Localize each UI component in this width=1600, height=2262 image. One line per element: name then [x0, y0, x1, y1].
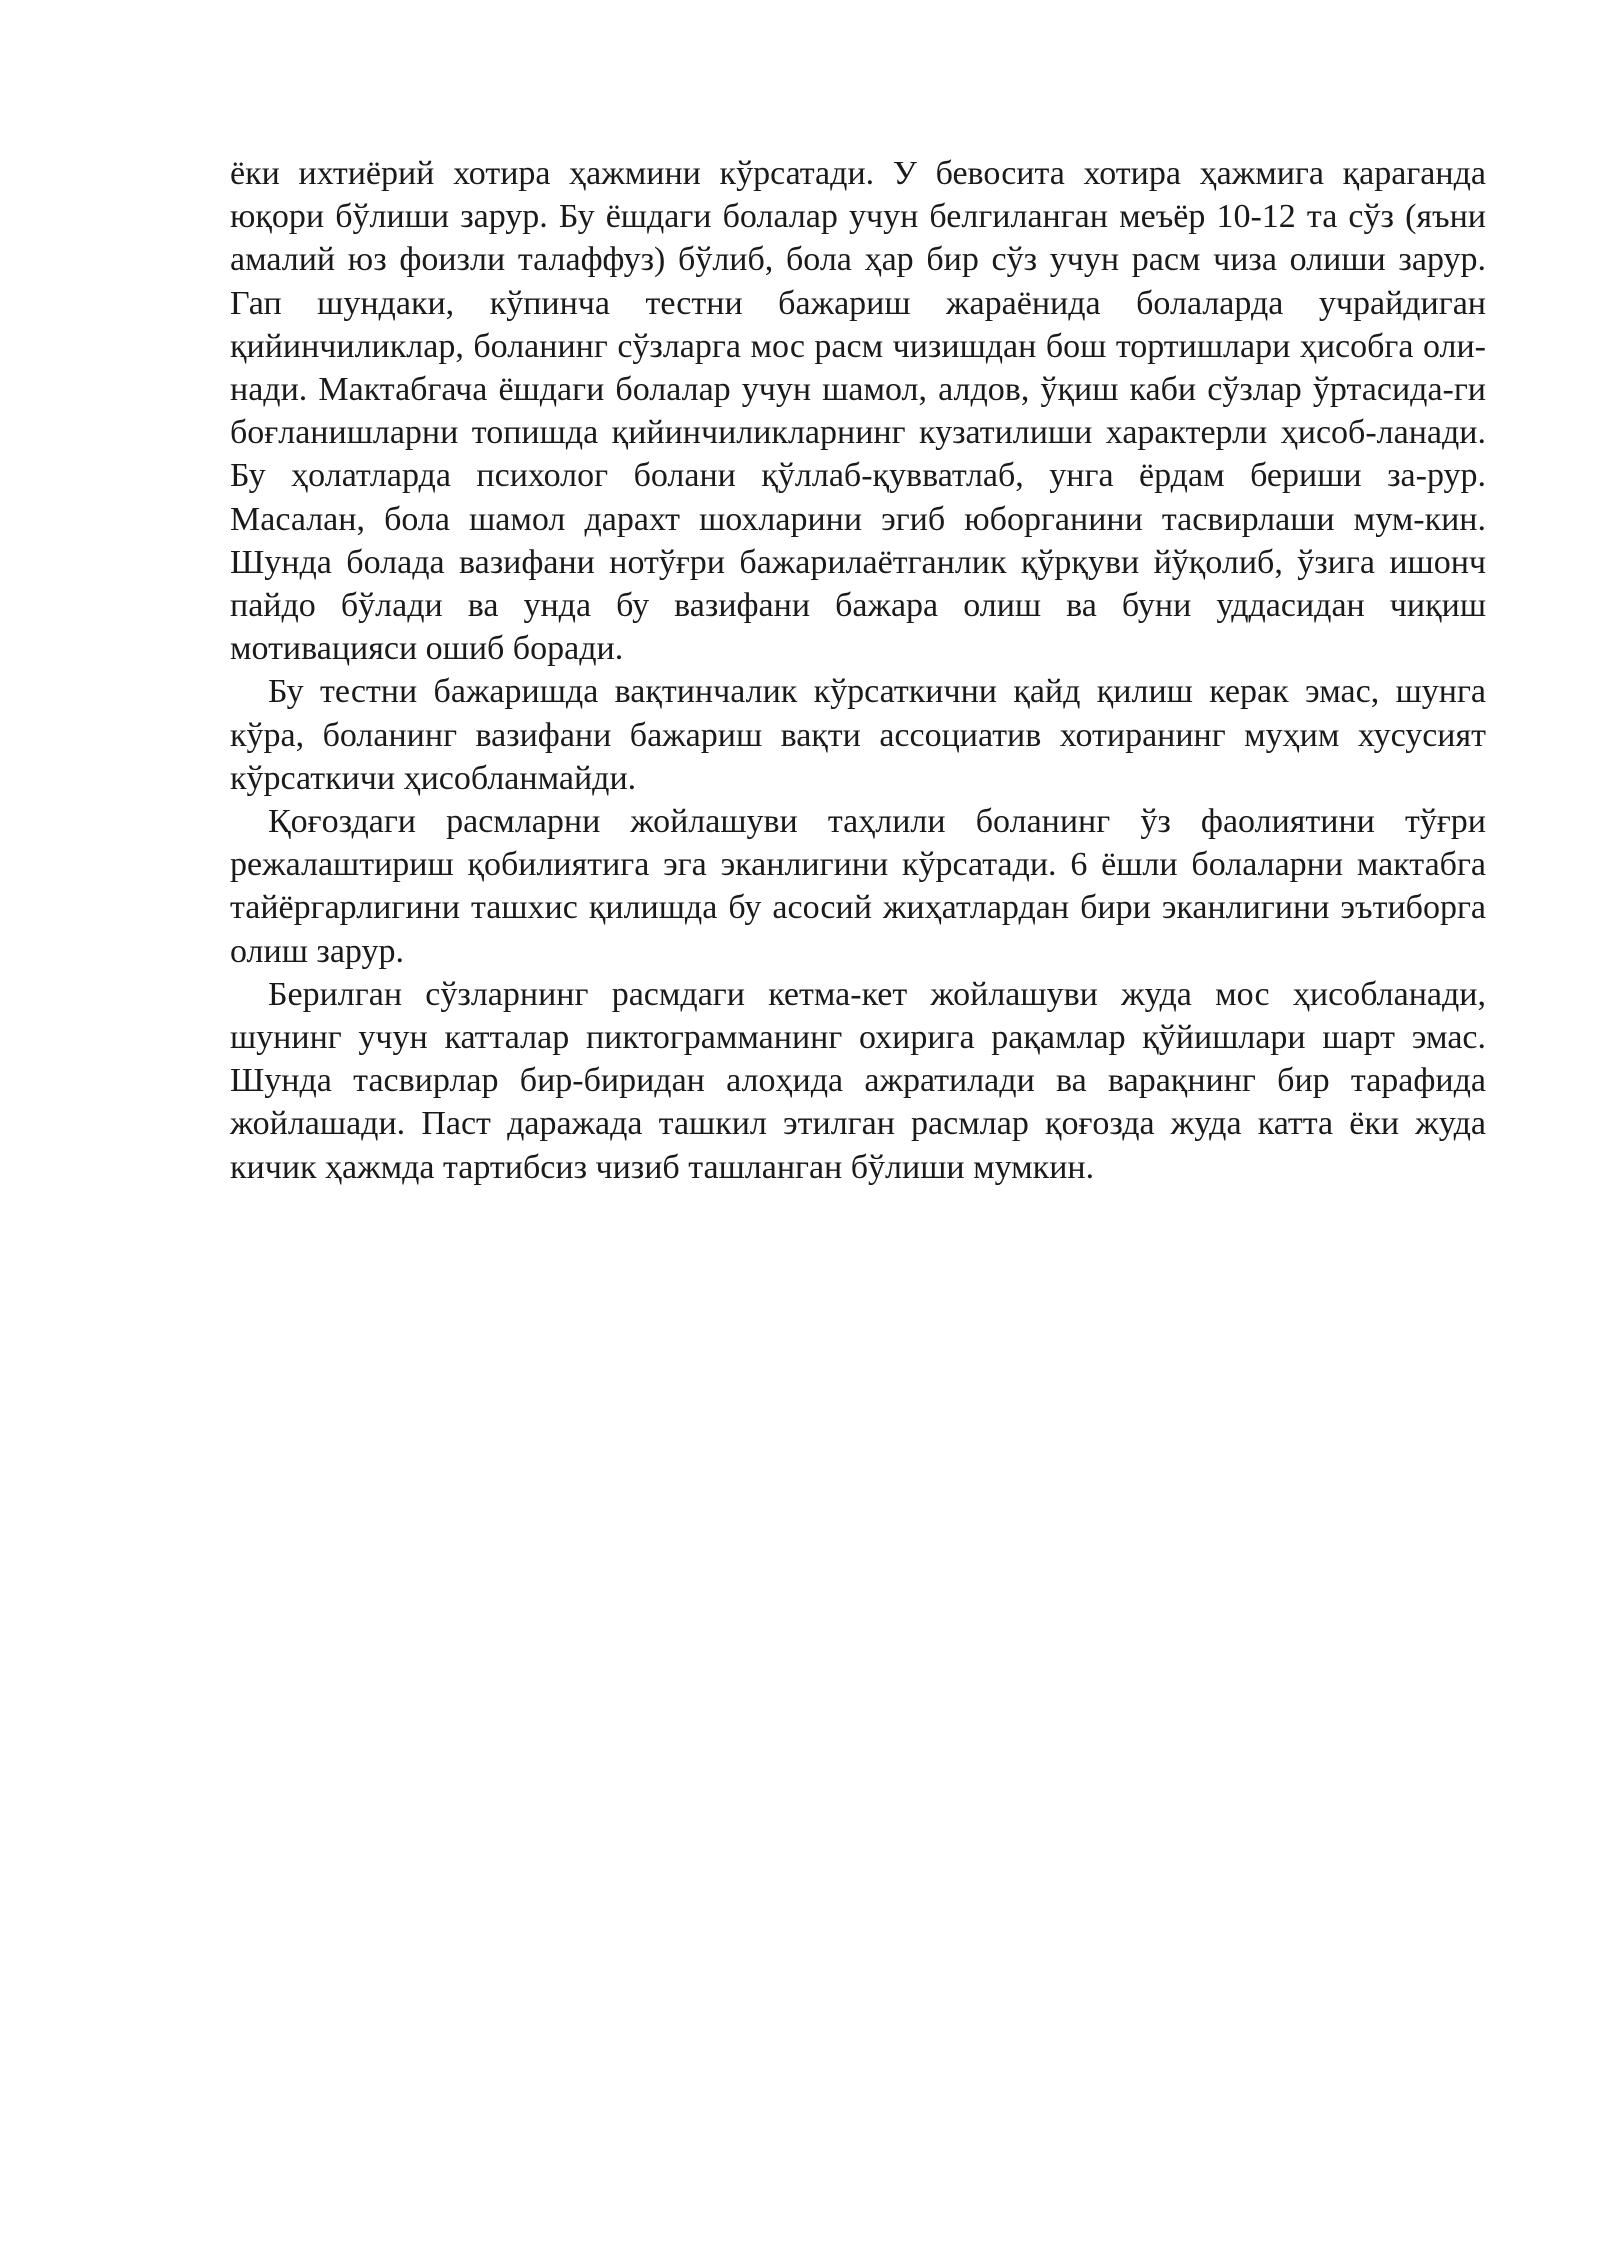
body-text — [230, 152, 1486, 1189]
paragraph-drawing-layout: Қоғоздаги расмларни жойлашуви таҳлили боланинг ўз фаолиятини тўғри режалаштириш қобилиятига эга эканлигини кўрсатади. 6 ёшли болаларни мактабга тайёргарлигини ташхис қилишда бу асосий жиҳатлардан бири эканлигини эътиборга олиш зарур. — [230, 803, 1486, 970]
paragraph-time-indicator: Бу тестни бажаришда вақтинчалик кўрсаткични қайд қилиш керак эмас, шунга кўра, боланинг вазифани бажариш вақти ассоциатив хотиранинг муҳим хусусият кўрсаткичи ҳисобланмайди. — [230, 673, 1486, 797]
paragraph-sequence: Берилган сўзларнинг расмдаги кетма-кет жойлашуви жуда мос ҳисобланади, шунинг учун катталар пиктограмманинг охирига рақамлар қўйишлари шарт эмас. Шунда тасвирлар бир-биридан алоҳида ажратилади ва варақнинг бир тарафида жойлашади. Паст даражада ташкил этилган расмлар қоғозда жуда катта ёки жуда кичик ҳажмда тартибсиз чизиб ташланган бўлиши мумкин. — [230, 975, 1486, 1186]
paragraph-continuation: ёки ихтиёрий хотира ҳажмини кўрсатади. У бевосита хотира ҳажмига қараганда юқори бўлиши зарур. Бу ёшдаги болалар учун белгиланган меъёр 10-12 та сўз (яъни амалий юз фоизли талаффуз) бўлиб, бола ҳар бир сўз учун расм чиза олиши зарур. Гап шундаки, кўпинча тестни бажариш жараёнида болаларда учрайдиган қийинчиликлар, боланинг сўзларга мос расм чизишдан бош тортишлари ҳисобга оли-нади. Мактабгача ёшдаги болалар учун шамол, алдов, ўқиш каби сўзлар ўртасида-ги боғланишларни топишда қийинчиликларнинг кузатилиши характерли ҳисоб-ланади. Бу ҳолатларда психолог болани қўллаб-қувватлаб, унга ёрдам бериши за-рур. Масалан, бола шамол дарахт шохларини эгиб юборганини тасвирлаши мум-кин. Шунда болада вазифани нотўғри бажарилаётганлик қўрқуви йўқолиб, ўзига ишонч пайдо бўлади ва унда бу вазифани бажара олиш ва буни уддасидан чиқиш мотивацияси ошиб боради. — [230, 155, 1486, 668]
